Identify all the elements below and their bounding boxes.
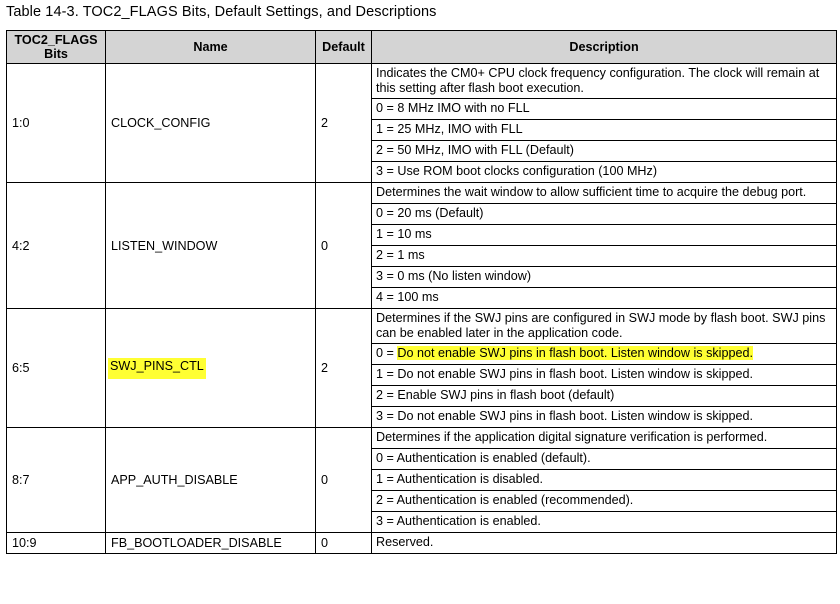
description-line [372,343,836,364]
cell-default: 2 [316,309,372,428]
table-row [7,309,837,428]
table-row [7,64,837,183]
description-line: 1 = Do not enable SWJ pins in flash boot. Listen window is skipped. [372,364,836,385]
cell-description [372,309,837,428]
description-line: 2 = Enable SWJ pins in flash boot (default) [372,385,836,406]
cell-default: 0 [316,428,372,533]
header-name: Name [106,31,316,64]
header-bits: TOC2_FLAGS Bits [7,31,106,64]
option-prefix: 0 = [376,346,398,360]
table-row [7,428,837,533]
cell-bits: 4:2 [7,183,106,309]
cell-name: FB_BOOTLOADER_DISABLE [106,533,316,554]
cell-default: 2 [316,64,372,183]
cell-description [372,533,837,554]
description-line: Determines if the SWJ pins are configured in SWJ mode by flash boot. SWJ pins can be enabled later in the application code. [376,311,826,340]
description-line: Reserved. [376,535,434,549]
highlighted-name: SWJ_PINS_CTL [108,358,206,379]
cell-description [372,428,837,533]
cell-name: APP_AUTH_DISABLE [106,428,316,533]
description-line: Determines the wait window to allow sufficient time to acquire the debug port. [376,185,807,199]
description-line: Indicates the CM0+ CPU clock frequency configuration. The clock will remain at this setting after flash boot execution. [376,66,820,95]
description-line: 1 = Authentication is disabled. [372,469,836,490]
cell-description [372,183,837,309]
description-line: 3 = Do not enable SWJ pins in flash boot. Listen window is skipped. [372,406,836,427]
description-line: 2 = 50 MHz, IMO with FLL (Default) [372,140,836,161]
header-description: Description [372,31,837,64]
description-line: 1 = 10 ms [372,224,836,245]
table-caption: Table 14-3. TOC2_FLAGS Bits, Default Settings, and Descriptions [6,4,437,20]
description-line: 0 = Authentication is enabled (default). [372,448,836,469]
highlighted-text: Do not enable SWJ pins in flash boot. Listen window is skipped. [397,346,753,360]
cell-description [372,64,837,183]
header-default: Default [316,31,372,64]
description-line: 2 = 1 ms [372,245,836,266]
cell-default: 0 [316,533,372,554]
cell-name: CLOCK_CONFIG [106,64,316,183]
cell-default: 0 [316,183,372,309]
toc2-flags-table [6,30,837,554]
cell-bits: 1:0 [7,64,106,183]
cell-bits: 8:7 [7,428,106,533]
cell-name: LISTEN_WINDOW [106,183,316,309]
description-line: 2 = Authentication is enabled (recommended). [372,490,836,511]
description-line: 3 = Authentication is enabled. [372,511,836,532]
table-row [7,533,837,554]
description-line: 0 = 20 ms (Default) [372,203,836,224]
cell-bits: 6:5 [7,309,106,428]
cell-bits: 10:9 [7,533,106,554]
cell-name [106,309,316,428]
header-row [7,31,837,64]
description-line: 3 = 0 ms (No listen window) [372,266,836,287]
description-line: 4 = 100 ms [372,287,836,308]
description-line: Determines if the application digital signature verification is performed. [376,430,768,444]
table-row [7,183,837,309]
description-line: 3 = Use ROM boot clocks configuration (100 MHz) [372,161,836,182]
description-line: 0 = 8 MHz IMO with no FLL [372,98,836,119]
description-line: 1 = 25 MHz, IMO with FLL [372,119,836,140]
